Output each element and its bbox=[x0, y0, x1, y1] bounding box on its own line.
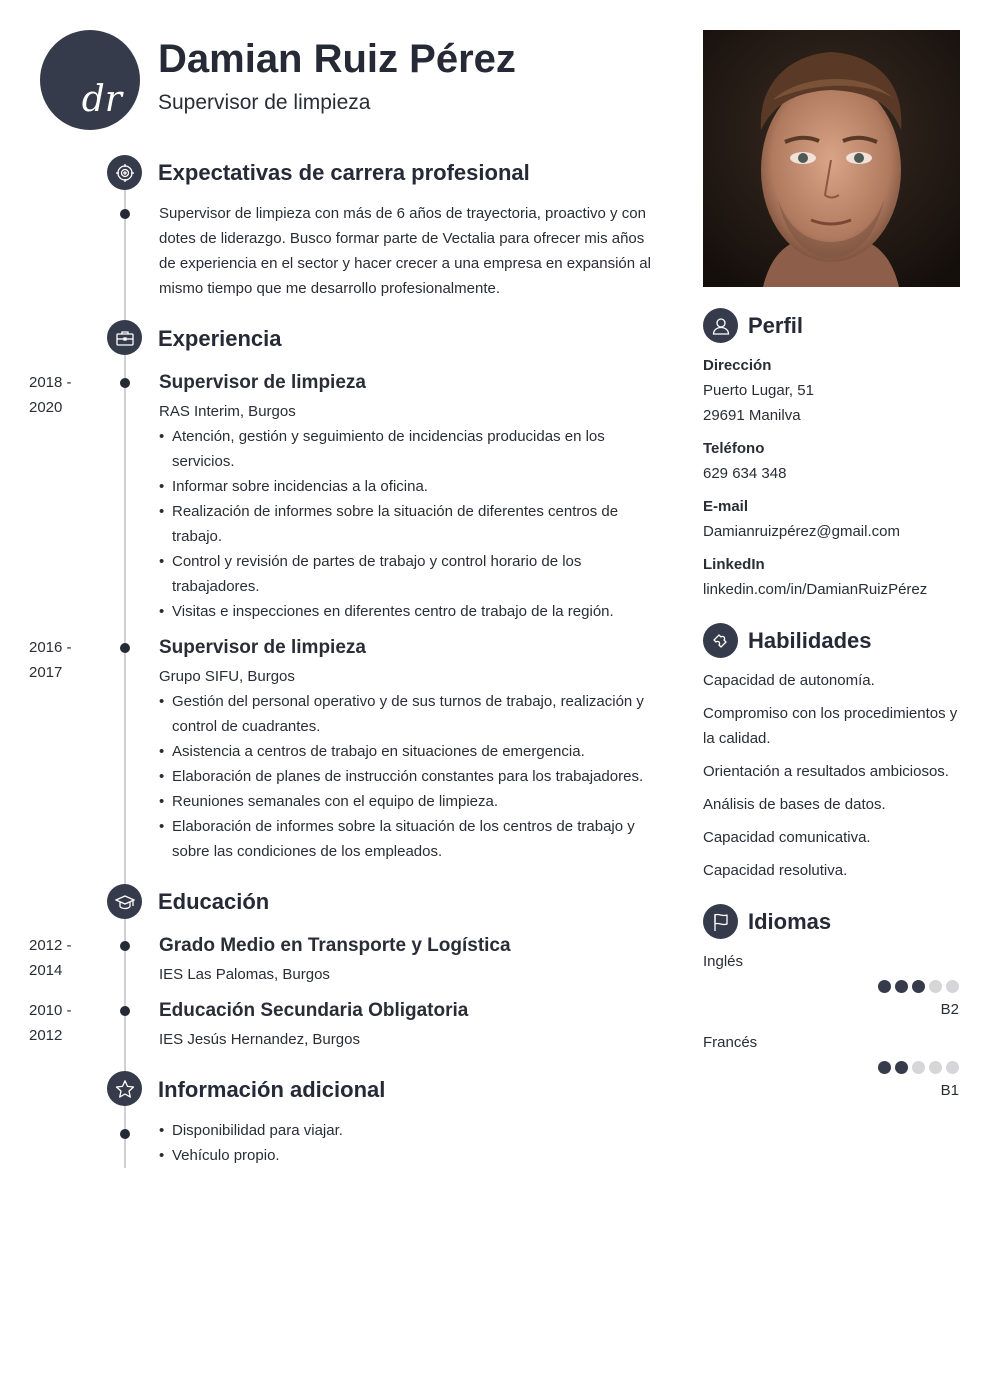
timeline-dot bbox=[120, 643, 130, 653]
education-date: 2012 - 2014 bbox=[29, 937, 72, 979]
list-item: • Control y revisión de partes de trabajo y control horario de los trabajadores. bbox=[159, 549, 659, 599]
experience-date: 2016 - 2017 bbox=[29, 639, 72, 681]
rating-dot bbox=[946, 1061, 959, 1074]
rating-dot bbox=[912, 1061, 925, 1074]
rating-dot bbox=[895, 980, 908, 993]
career-summary: Supervisor de limpieza con más de 6 años de trayectoria, proactivo y con dotes de liderazgo. Busco formar parte de Vectalia para ofrecer mis años de experiencia en el sector y hacer crecer a una empresa en expansión al mismo tiempo que me desarrollo profesionalmente. bbox=[159, 205, 651, 297]
section-title-skills: Habilidades bbox=[748, 628, 872, 653]
email-label: E-mail bbox=[703, 498, 749, 515]
experience-date: 2018 - 2020 bbox=[29, 374, 72, 416]
list-item: • Atención, gestión y seguimiento de incidencias producidas en los servicios. bbox=[159, 424, 659, 474]
profile-photo bbox=[703, 30, 960, 287]
phone-value: 629 634 348 bbox=[703, 465, 787, 482]
star-icon bbox=[107, 1071, 142, 1106]
user-icon bbox=[703, 308, 738, 343]
section-title-experience: Experiencia bbox=[158, 326, 282, 351]
rating-dot bbox=[878, 1061, 891, 1074]
timeline-dot bbox=[120, 941, 130, 951]
language-rating bbox=[878, 980, 959, 993]
section-title-education: Educación bbox=[158, 889, 270, 914]
timeline-dot bbox=[120, 209, 130, 219]
education-title: Educación Secundaria Obligatoria bbox=[159, 1000, 469, 1021]
section-title-profile: Perfil bbox=[748, 313, 804, 338]
monogram-text: dr bbox=[81, 79, 122, 120]
address-label: Dirección bbox=[703, 357, 772, 374]
address-line2: 29691 Manilva bbox=[703, 407, 801, 424]
experience-bullets bbox=[159, 424, 659, 624]
candidate-title: Supervisor de limpieza bbox=[158, 91, 371, 114]
list-item: • Elaboración de informes sobre la situación de los centros de trabajo y sobre las condiciones de los empleados. bbox=[159, 814, 659, 864]
phone-label: Teléfono bbox=[703, 440, 765, 457]
language-level: B1 bbox=[940, 1082, 959, 1099]
list-item: • Realización de informes sobre la situación de diferentes centros de trabajo. bbox=[159, 499, 659, 549]
graduation-cap-icon bbox=[107, 884, 142, 919]
education-school: IES Las Palomas, Burgos bbox=[159, 966, 330, 983]
education-school: IES Jesús Hernandez, Burgos bbox=[159, 1031, 360, 1048]
timeline-dot bbox=[120, 1129, 130, 1139]
list-item: • Disponibilidad para viajar. bbox=[159, 1118, 659, 1143]
section-title-career: Expectativas de carrera profesional bbox=[158, 160, 530, 185]
skill-item: Orientación a resultados ambiciosos. bbox=[703, 763, 949, 780]
skill-item: Capacidad de autonomía. bbox=[703, 672, 875, 689]
puzzle-icon bbox=[703, 623, 738, 658]
rating-dot bbox=[946, 980, 959, 993]
experience-title: Supervisor de limpieza bbox=[159, 372, 366, 393]
language-rating bbox=[878, 1061, 959, 1074]
skill-item: Capacidad resolutiva. bbox=[703, 862, 848, 879]
list-item: • Gestión del personal operativo y de sus turnos de trabajo, realización y control de cuadrantes. bbox=[159, 689, 659, 739]
email-value: Damianruizpérez@gmail.com bbox=[703, 523, 900, 540]
list-item: • Asistencia a centros de trabajo en situaciones de emergencia. bbox=[159, 739, 659, 764]
rating-dot bbox=[929, 1061, 942, 1074]
education-title: Grado Medio en Transporte y Logística bbox=[159, 935, 511, 956]
rating-dot bbox=[929, 980, 942, 993]
linkedin-value: linkedin.com/in/DamianRuizPérez bbox=[703, 581, 928, 598]
skill-item: Compromiso con los procedimientos y la calidad. bbox=[703, 705, 958, 747]
section-title-languages: Idiomas bbox=[748, 909, 832, 934]
target-icon bbox=[107, 155, 142, 190]
rating-dot bbox=[912, 980, 925, 993]
candidate-name: Damian Ruiz Pérez bbox=[158, 37, 516, 81]
additional-bullets bbox=[159, 1118, 659, 1168]
experience-company: RAS Interim, Burgos bbox=[159, 403, 296, 420]
list-item: • Vehículo propio. bbox=[159, 1143, 659, 1168]
list-item: • Reuniones semanales con el equipo de limpieza. bbox=[159, 789, 659, 814]
address-line1: Puerto Lugar, 51 bbox=[703, 382, 814, 399]
experience-bullets bbox=[159, 689, 659, 864]
education-date: 2010 - 2012 bbox=[29, 1002, 72, 1044]
skill-item: Análisis de bases de datos. bbox=[703, 796, 886, 813]
monogram-avatar bbox=[40, 30, 140, 130]
language-name: Francés bbox=[703, 1034, 758, 1051]
language-name: Inglés bbox=[703, 953, 744, 970]
rating-dot bbox=[895, 1061, 908, 1074]
list-item: • Informar sobre incidencias a la oficina. bbox=[159, 474, 659, 499]
skill-item: Capacidad comunicativa. bbox=[703, 829, 871, 846]
briefcase-icon bbox=[107, 320, 142, 355]
section-title-additional: Información adicional bbox=[158, 1077, 386, 1102]
experience-title: Supervisor de limpieza bbox=[159, 637, 366, 658]
experience-company: Grupo SIFU, Burgos bbox=[159, 668, 295, 685]
list-item: • Visitas e inspecciones en diferentes centro de trabajo de la región. bbox=[159, 599, 659, 624]
linkedin-label: LinkedIn bbox=[703, 556, 765, 573]
list-item: • Elaboración de planes de instrucción constantes para los trabajadores. bbox=[159, 764, 659, 789]
rating-dot bbox=[878, 980, 891, 993]
timeline-dot bbox=[120, 1006, 130, 1016]
timeline-dot bbox=[120, 378, 130, 388]
language-level: B2 bbox=[940, 1001, 959, 1018]
flag-icon bbox=[703, 904, 738, 939]
